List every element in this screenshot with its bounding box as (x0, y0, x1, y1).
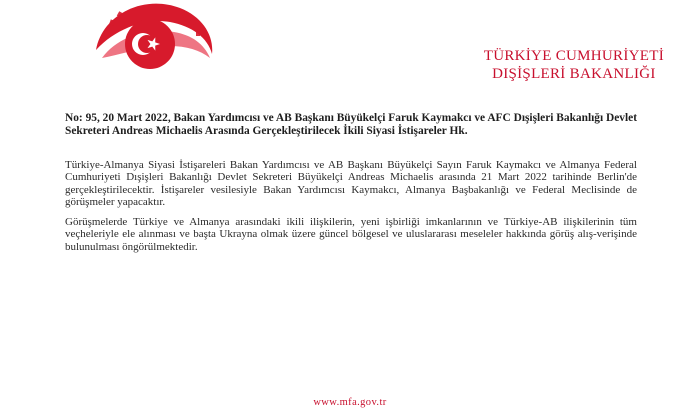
ministry-title-line1: TÜRKİYE CUMHURİYETİ (483, 48, 664, 64)
ministry-title (484, 47, 664, 83)
footer-website-url: www.mfa.gov.tr (313, 397, 387, 408)
press-release-paragraph-1: Türkiye-Almanya Siyasi İstişareleri Bakan Yardımcısı ve AB Başkanı Büyükelçi Sayın Faruk Kaymakcı ve Almanya Federal Cumhuriyeti Dışişleri Bakanlığı Devlet Sekreteri Büyükelçi Andreas Michaelis arasında 21 Mart 2022 tarihinde Berlin'de gerçekleştirilecektir. İstişareler vesilesiyle Bakan Yardımcısı Kaymakcı, Almanya Başbakanlığı ve Federal Meclisinde de görüşmeler yapacaktır. (65, 159, 637, 208)
ministry-title-line2: DIŞİŞLERİ BAKANLIĞI (492, 66, 656, 82)
press-release-headline: No: 95, 20 Mart 2022, Bakan Yardımcısı ve AB Başkanı Büyükelçi Faruk Kaymakcı ve AFC Dışişleri Bakanlığı Devlet Sekreteri Andreas Michaelis Arasında Gerçekleştirilecek İkili Siyasi İstişareler Hk. (65, 112, 637, 137)
ministry-emblem-icon (88, 0, 218, 92)
press-release-paragraph-2: Görüşmelerde Türkiye ve Almanya arasındaki ikili ilişkilerin, yeni işbirliği imkanlarının ve Türkiye-AB ilişkilerinin tüm veçheleriyle ele alınması ve başta Ukrayna olmak üzere güncel bölgesel ve uluslararası meseleler hakkında görüş alış-verişinde bulunulması öngörülmektedir. (65, 216, 637, 253)
